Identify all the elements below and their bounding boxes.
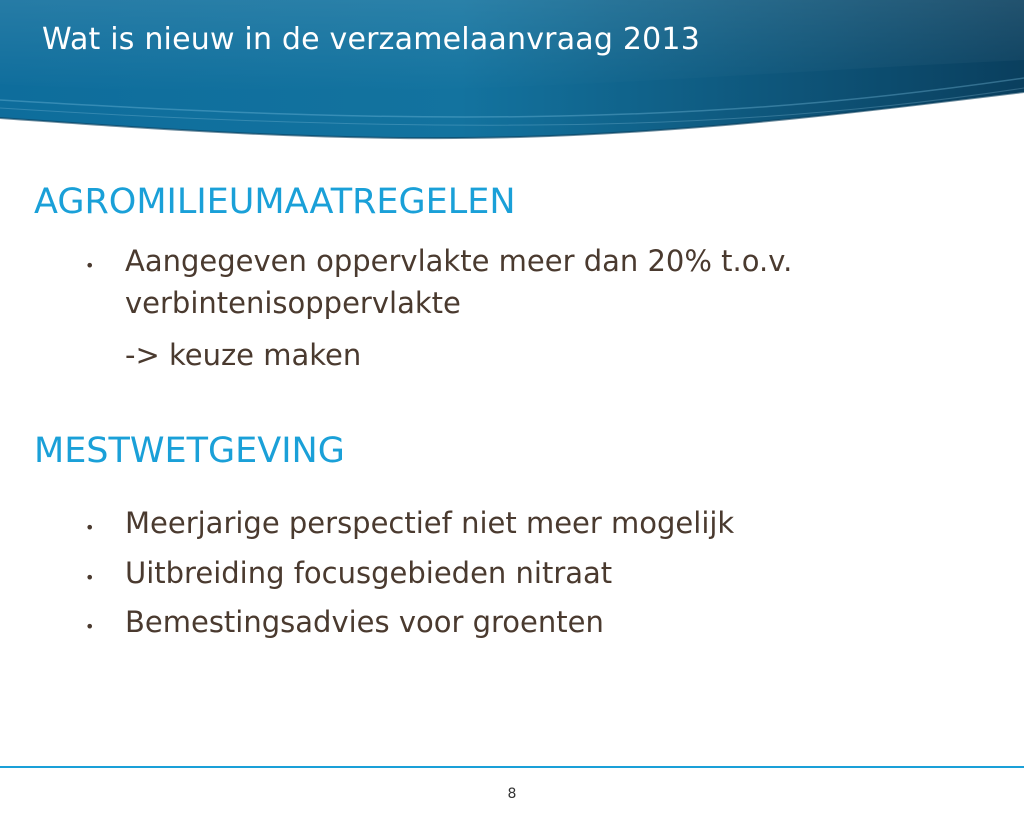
slide-title: Wat is nieuw in de verzamelaanvraag 2013 <box>42 22 700 57</box>
footer-divider <box>0 766 1024 768</box>
bullet-text: Aangegeven oppervlakte meer dan 20% t.o.v. <box>125 244 793 278</box>
bullet-text: Bemestingsadvies voor groenten <box>125 605 604 639</box>
section-heading-mestwetgeving: MESTWETGEVING <box>34 431 345 471</box>
section-heading-agromilieumaatregelen: AGROMILIEUMAATREGELEN <box>34 182 516 222</box>
bullet-text: Uitbreiding focusgebieden nitraat <box>125 556 613 590</box>
bullet-text-continuation: verbintenisoppervlakte <box>125 286 461 320</box>
bullet-text: Meerjarige perspectief niet meer mogelijk <box>125 506 735 540</box>
sub-text: -> keuze maken <box>125 338 362 372</box>
page-number: 8 <box>507 786 517 802</box>
bullet-icon: • <box>85 617 95 636</box>
bullet-icon: • <box>85 256 95 275</box>
bullet-icon: • <box>85 518 95 537</box>
bullet-icon: • <box>85 568 95 587</box>
